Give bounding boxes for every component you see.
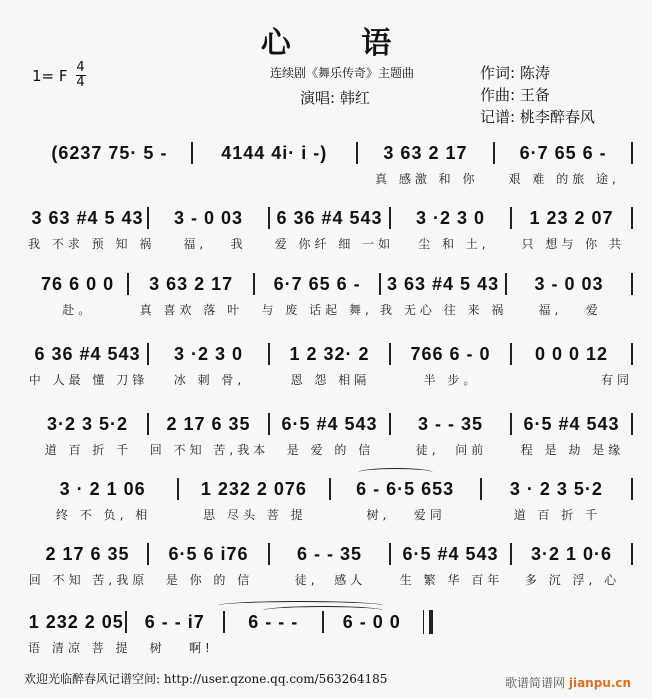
measure: 766 6 - 0	[410, 343, 491, 364]
lyric-segment: 是 你 的 信	[165, 573, 254, 587]
final-bar-line	[423, 610, 433, 634]
lyric-segment: 只 想与 你 共	[521, 237, 625, 251]
measure: 6 36 #4 543	[34, 343, 141, 364]
subtitle: 连续剧《舞乐传奇》主题曲	[270, 66, 415, 80]
score-row-2	[28, 197, 633, 257]
lyric-segment: 程 是 劫 是缘	[520, 443, 625, 457]
lyric-segment: 我 无心 往 来 祸	[380, 303, 508, 317]
measure: 2 17 6 35	[45, 543, 130, 564]
lyric-segment: 福, 我	[183, 237, 247, 251]
lyrics-line	[28, 571, 633, 588]
footer-text: 欢迎光临醉春风记谱空间: http://user.qzone.qq.com/563264185	[24, 672, 388, 686]
lyric-segment: 道 百 折 千	[44, 443, 133, 457]
lyric-segment	[193, 170, 358, 187]
measure: 3 · 2 3 5·2	[509, 478, 603, 499]
lyrics-line	[28, 441, 633, 458]
lyrics-line	[28, 371, 633, 388]
score-row-7	[28, 533, 633, 593]
transcriber-credit: 记谱: 桃李醉春风	[480, 108, 595, 126]
lyric-segment: 有同	[600, 373, 633, 387]
lyric-segment: 尘 和 土,	[418, 237, 490, 251]
lyric-segment: 与 废 话起 舞,	[261, 303, 373, 317]
lyric-segment: 真 喜欢 落 叶	[139, 303, 244, 317]
lyric-segment: 语 清凉 菩 提	[28, 641, 132, 655]
singer-credit: 演唱: 韩红	[300, 89, 370, 107]
bar-line	[631, 343, 633, 365]
score-row-4	[28, 333, 633, 393]
lyrics-line	[28, 639, 433, 656]
score-row-3	[28, 263, 633, 323]
notes-line	[28, 142, 633, 164]
lyric-segment: 徒, 感人	[294, 573, 367, 587]
lyric-segment: 半 步。	[423, 373, 480, 387]
lyric-segment: 中 人最 懂 刀锋	[28, 373, 149, 387]
measure: 3·2 3 5·2	[46, 413, 129, 434]
notes-line	[28, 343, 633, 365]
measure: 3 · 2 1 06	[59, 478, 146, 499]
time-signature-top: 4	[76, 60, 85, 75]
lyric-segment: 是 爱 的 信	[286, 443, 375, 457]
measure: 3·2 1 0·6	[530, 543, 613, 564]
measure: 6·5 #4 543	[523, 413, 620, 434]
measure: 6·5 #4 543	[402, 543, 499, 564]
measure: 3 - 0 03	[173, 207, 244, 228]
score-row-1	[28, 132, 633, 192]
lyrics-line	[28, 301, 633, 318]
credits-block	[480, 62, 595, 128]
watermark-cn: 歌谱简谱网	[505, 676, 566, 690]
notes-line	[28, 478, 633, 500]
lyric-segment: 徒, 问前	[415, 443, 488, 457]
measure: 3 63 2 17	[383, 142, 468, 163]
composer-credit: 作曲: 王备	[480, 86, 550, 104]
measure: 6 - 6·5 653	[356, 478, 455, 499]
song-title: 心 语	[260, 26, 422, 61]
bar-line	[631, 413, 633, 435]
measure: 3 - 0 03	[534, 273, 604, 294]
lyric-segment: 生 繁 华 百年	[399, 573, 504, 587]
watermark	[505, 674, 631, 691]
tie-arc	[358, 468, 433, 477]
measure: 3 ·2 3 0	[415, 207, 486, 228]
lyric-segment: 冰 刺 骨,	[173, 373, 246, 387]
lyricist-credit: 作词: 陈涛	[480, 64, 550, 82]
measure: 6 - - 35	[296, 543, 363, 564]
lyric-segment: 真 感激 和 你	[375, 172, 479, 186]
measure: 6 36 #4 543	[276, 207, 383, 228]
notes-line	[28, 207, 633, 229]
lyrics-line	[28, 506, 633, 523]
lyric-segment: 爱 你纤 细 一如	[274, 237, 395, 251]
measure: 6·7 65 6 -	[273, 273, 361, 294]
notes-line	[28, 413, 633, 435]
lyric-segment: 我 不求 预 知 祸	[28, 237, 156, 251]
measure: 3 63 2 17	[149, 273, 234, 294]
measure: 6·5 #4 543	[281, 413, 378, 434]
lyrics-line	[28, 235, 633, 252]
notes-line	[28, 543, 633, 565]
measure: 3 ·2 3 0	[173, 343, 244, 364]
score-row-5	[28, 403, 633, 463]
lyric-segment: 回 不知 苦,我本	[149, 443, 270, 457]
lyric-segment: 终 不 负, 相	[55, 508, 152, 522]
lyric-segment: 赴。	[62, 303, 95, 317]
lyrics-line	[28, 170, 633, 187]
bar-line	[631, 478, 633, 500]
measure: 1 2 32· 2	[289, 343, 370, 364]
lyric-segment	[232, 639, 333, 656]
measure: 1 232 2 05	[28, 611, 124, 632]
measure: 6·7 65 6 -	[519, 142, 607, 163]
bar-line	[631, 273, 633, 295]
lyric-segment	[28, 170, 193, 187]
measure: 6·5 6 i76	[168, 543, 249, 564]
notes-line	[28, 611, 433, 633]
measure: 3 - - 35	[417, 413, 484, 434]
key-label: 1= F	[32, 66, 68, 85]
lyric-segment: 道 百 折 千	[513, 508, 602, 522]
measure: 6 - - -	[248, 611, 299, 632]
measure: 1 23 2 07	[529, 207, 614, 228]
time-signature	[76, 62, 86, 89]
key-signature	[32, 62, 86, 89]
lyric-segment: 福, 爱	[538, 303, 602, 317]
lyric-segment	[332, 639, 433, 656]
time-signature-bottom: 4	[76, 75, 85, 90]
score-row-6	[28, 468, 633, 528]
measure: 1 232 2 076	[200, 478, 307, 499]
lyric-segment: 思 尽头 菩 提	[203, 508, 307, 522]
bar-line	[631, 543, 633, 565]
bar-line	[631, 142, 633, 164]
measure: 3 63 #4 5 43	[387, 273, 500, 294]
measure: 6 - - i7	[144, 611, 205, 632]
notes-line	[28, 273, 633, 295]
score-row-8	[28, 601, 433, 661]
lyric-segment: 艰 难 的旅 途,	[508, 172, 620, 186]
measure: (6237 75· 5 -	[51, 142, 168, 163]
watermark-site: jianpu.cn	[568, 676, 632, 690]
lyric-segment: 多 沉 浮, 心	[524, 573, 621, 587]
lyric-segment: 树 啊!	[149, 641, 214, 655]
measure: 3 63 #4 5 43	[31, 207, 144, 228]
measure: 4144 4i· i -)	[221, 142, 328, 163]
measure: 0 0 0 12	[534, 343, 609, 364]
measure: 76 6 0 0	[41, 273, 115, 294]
measure: 2 17 6 35	[166, 413, 251, 434]
bar-line	[631, 207, 633, 229]
lyric-segment: 回 不知 苦,我原	[28, 573, 149, 587]
lyric-segment: 恩 怨 相隔	[290, 373, 371, 387]
lyric-segment: 树, 爱同	[366, 508, 446, 522]
measure: 6 - 0 0	[342, 611, 401, 632]
